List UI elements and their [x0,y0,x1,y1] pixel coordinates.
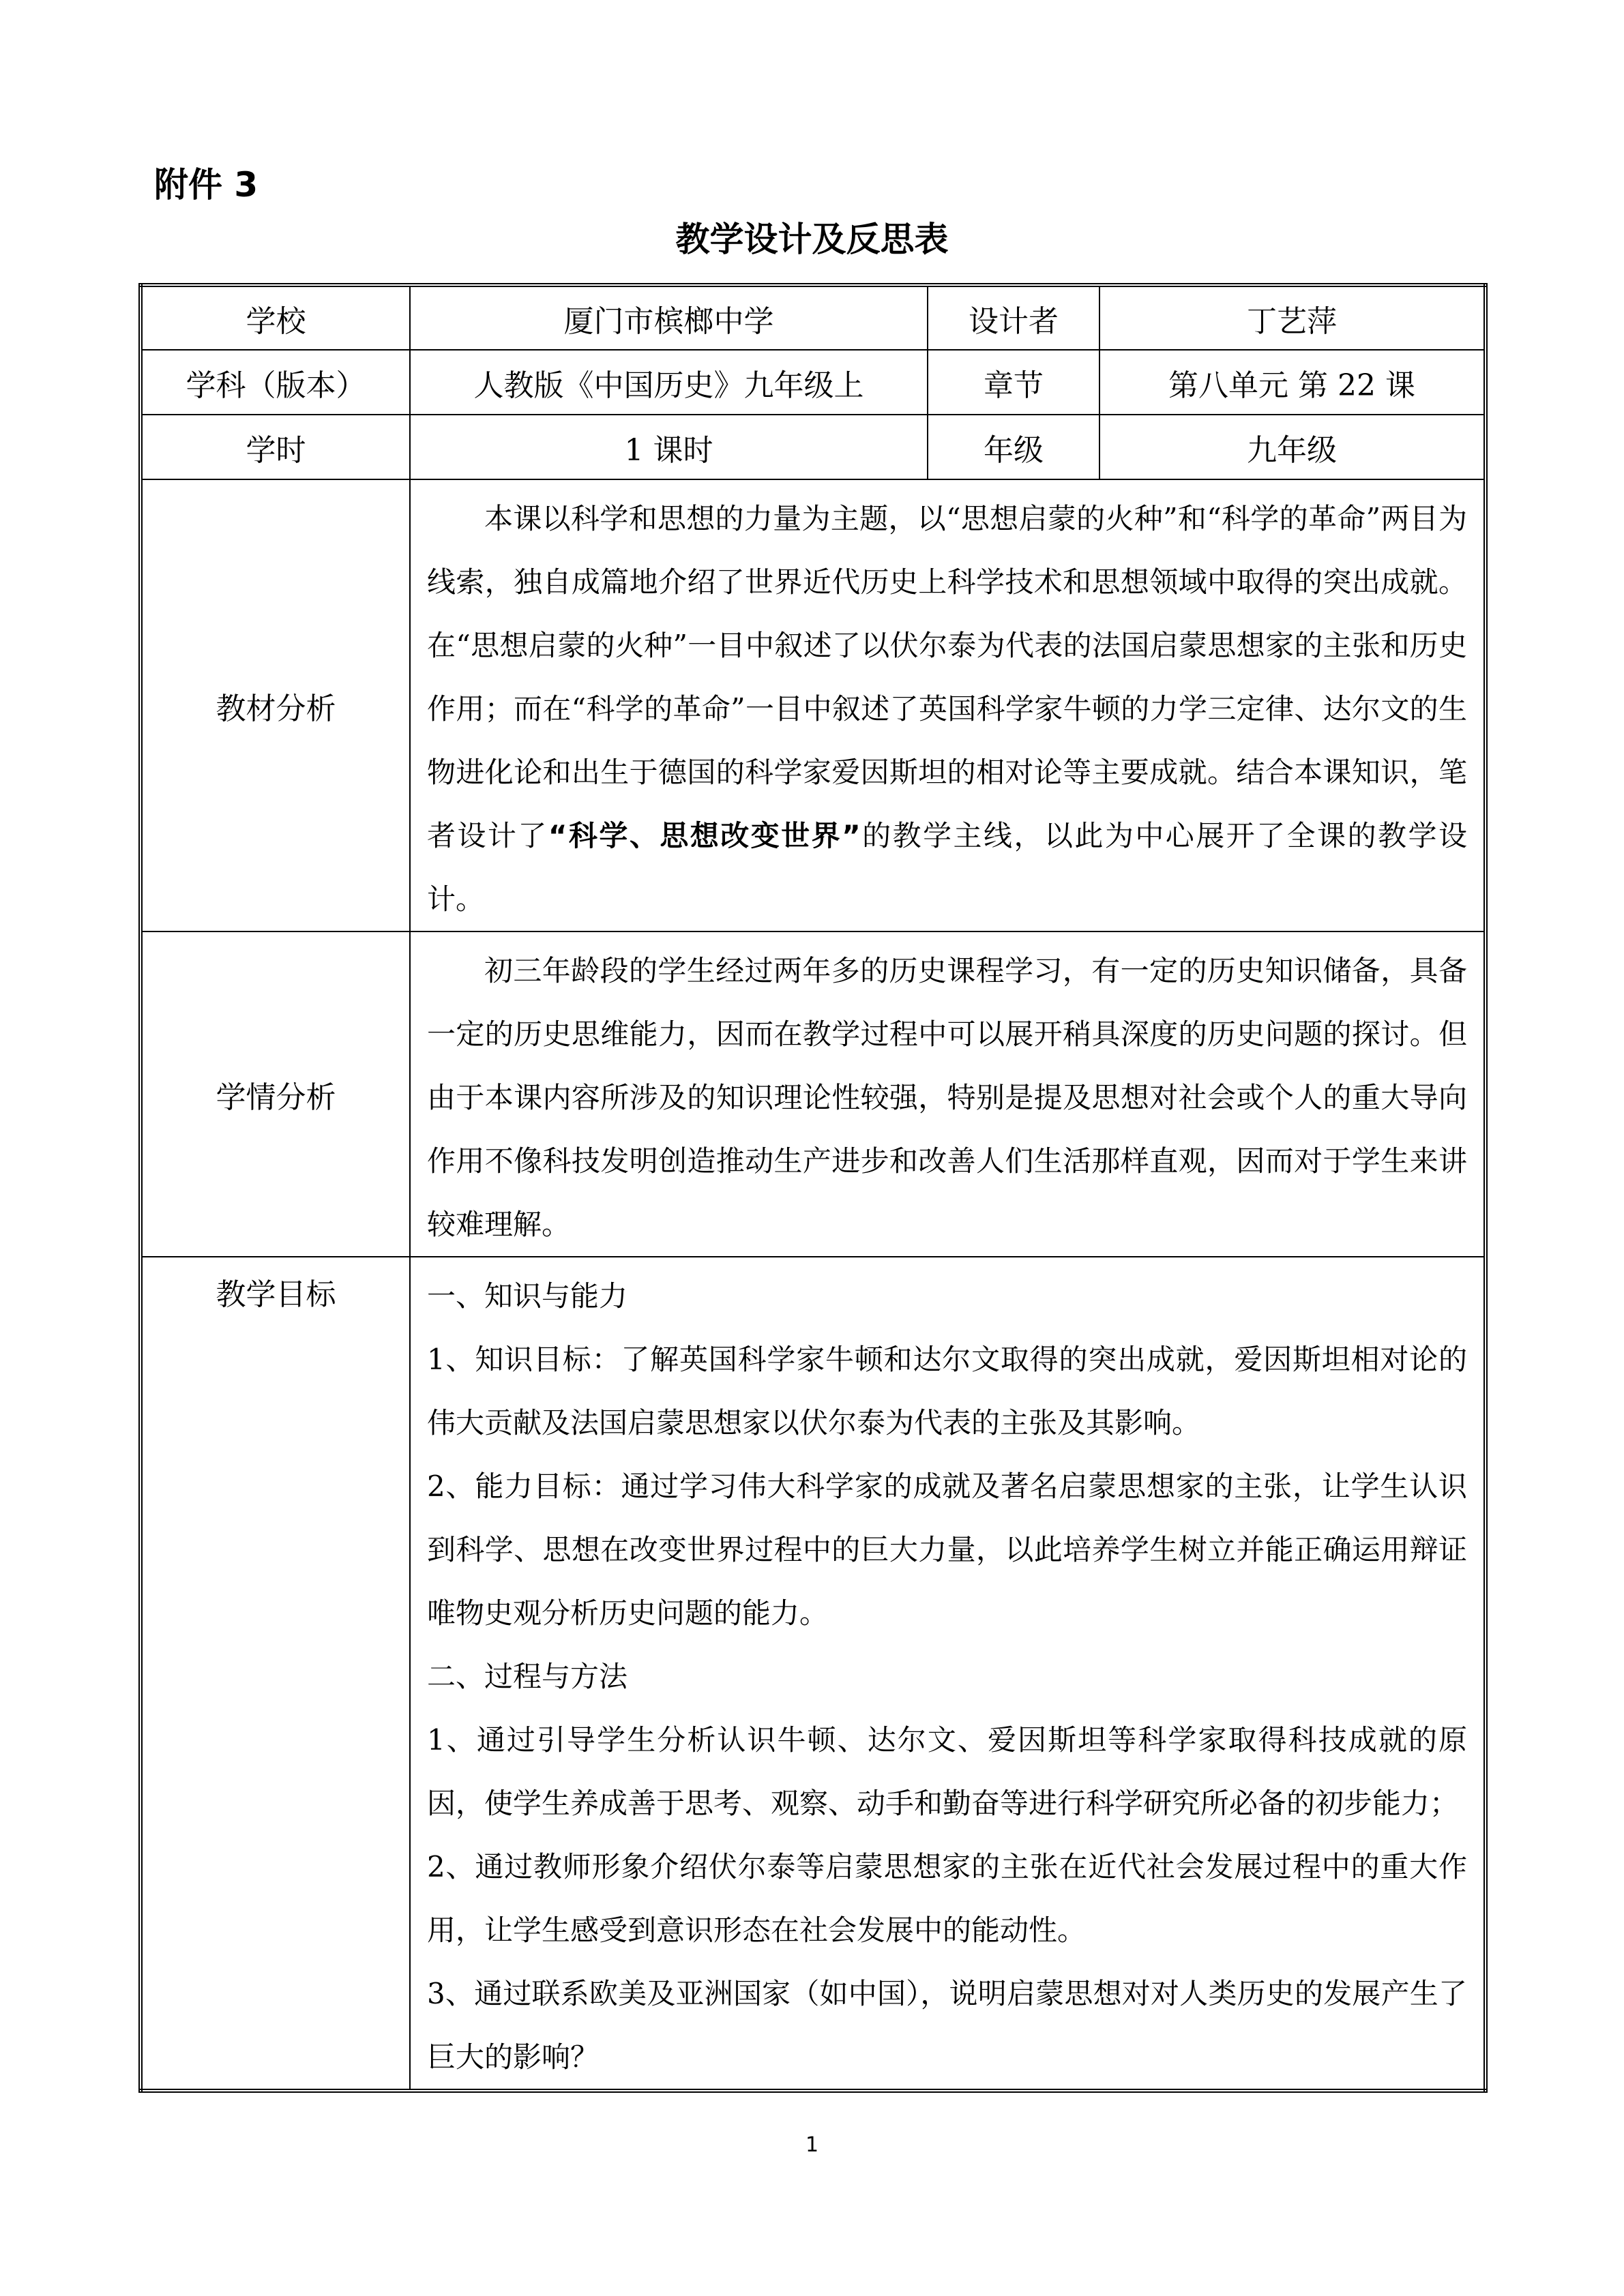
info-row-school [141,285,1486,350]
teaching-goals-content [410,1257,1486,2091]
student-analysis-row [141,931,1486,1257]
goal-process-item-2: 2、通过教师形象介绍伏尔泰等启蒙思想家的主张在近代社会发展过程中的重大作用，让学生感受到意识形态在社会发展中的能动性。 [427,1850,1467,1947]
material-analysis-row [141,479,1486,931]
material-analysis-text-before: 本课以科学和思想的力量为主题，以“思想启蒙的火种”和“科学的革命”两目为线索，独自成篇地介绍了世界近代历史上科学技术和思想领域中取得的突出成就。在“思想启蒙的火种”一目中叙述了以伏尔泰为代表的法国启蒙思想家的主张和历史作用；而在“科学的革命”一目中叙述了英国科学家牛顿的力学三定律、达尔文的生物进化论和出生于德国的科学家爱因斯坦的相对论等主要成就。结合本课知识，笔者设计了 [427,502,1467,852]
hours-value: 1 课时 [410,415,928,479]
school-label: 学校 [141,285,410,350]
goal-ability-target: 2、能力目标：通过学习伟大科学家的成就及著名启蒙思想家的主张，让学生认识到科学、思想在改变世界过程中的巨大力量，以此培养学生树立并能正确运用辩证唯物史观分析历史问题的能力。 [427,1470,1467,1630]
goal-heading-knowledge: 一、知识与能力 [427,1279,628,1313]
chapter-label: 章节 [928,350,1099,415]
hours-label: 学时 [141,415,410,479]
teaching-goals-row [141,1257,1486,2091]
material-analysis-content [410,479,1486,931]
teaching-goals-label: 教学目标 [141,1257,410,2091]
info-row-hours [141,415,1486,479]
page-number: 1 [805,2133,819,2157]
grade-value: 九年级 [1099,415,1486,479]
goal-process-item-1: 1、通过引导学生分析认识牛顿、达尔文、爱因斯坦等科学家取得科技成就的原因，使学生养成善于思考、观察、动手和勤奋等进行科学研究所必备的初步能力； [427,1723,1467,1820]
goal-process-item-3: 3、通过联系欧美及亚洲国家（如中国），说明启蒙思想对对人类历史的发展产生了巨大的影响？ [427,1977,1467,2074]
designer-value: 丁艺萍 [1099,285,1486,350]
teaching-design-table [138,283,1488,2093]
school-value: 厦门市槟榔中学 [410,285,928,350]
material-analysis-paragraph [427,487,1467,931]
material-analysis-text-after: 的教学主线，以此为中心展开了全课的教学设计。 [427,819,1467,916]
goal-knowledge-target: 1、知识目标：了解英国科学家牛顿和达尔文取得的突出成就，爱因斯坦相对论的伟大贡献及法国启蒙思想家以伏尔泰为代表的主张及其影响。 [427,1343,1467,1440]
goal-heading-process: 二、过程与方法 [427,1660,628,1693]
document-title: 教学设计及反思表 [675,220,949,259]
student-analysis-content [410,931,1486,1257]
info-row-subject [141,350,1486,415]
subject-label: 学科（版本） [141,350,410,415]
subject-value: 人教版《中国历史》九年级上 [410,350,928,415]
attachment-label: 附件 3 [154,165,259,205]
designer-label: 设计者 [928,285,1099,350]
student-analysis-label: 学情分析 [141,931,410,1257]
teaching-mainline-emphasis: “科学、思想改变世界” [548,819,861,852]
student-analysis-paragraph: 初三年龄段的学生经过两年多的历史课程学习，有一定的历史知识储备，具备一定的历史思维能力，因而在教学过程中可以展开稍具深度的历史问题的探讨。但由于本课内容所涉及的知识理论性较强，特别是提及思想对社会或个人的重大导向作用不像科技发明创造推动生产进步和改善人们生活那样直观，因而对于学生来讲较难理解。 [427,954,1467,1241]
material-analysis-label: 教材分析 [141,479,410,931]
chapter-value: 第八单元 第 22 课 [1099,350,1486,415]
grade-label: 年级 [928,415,1099,479]
